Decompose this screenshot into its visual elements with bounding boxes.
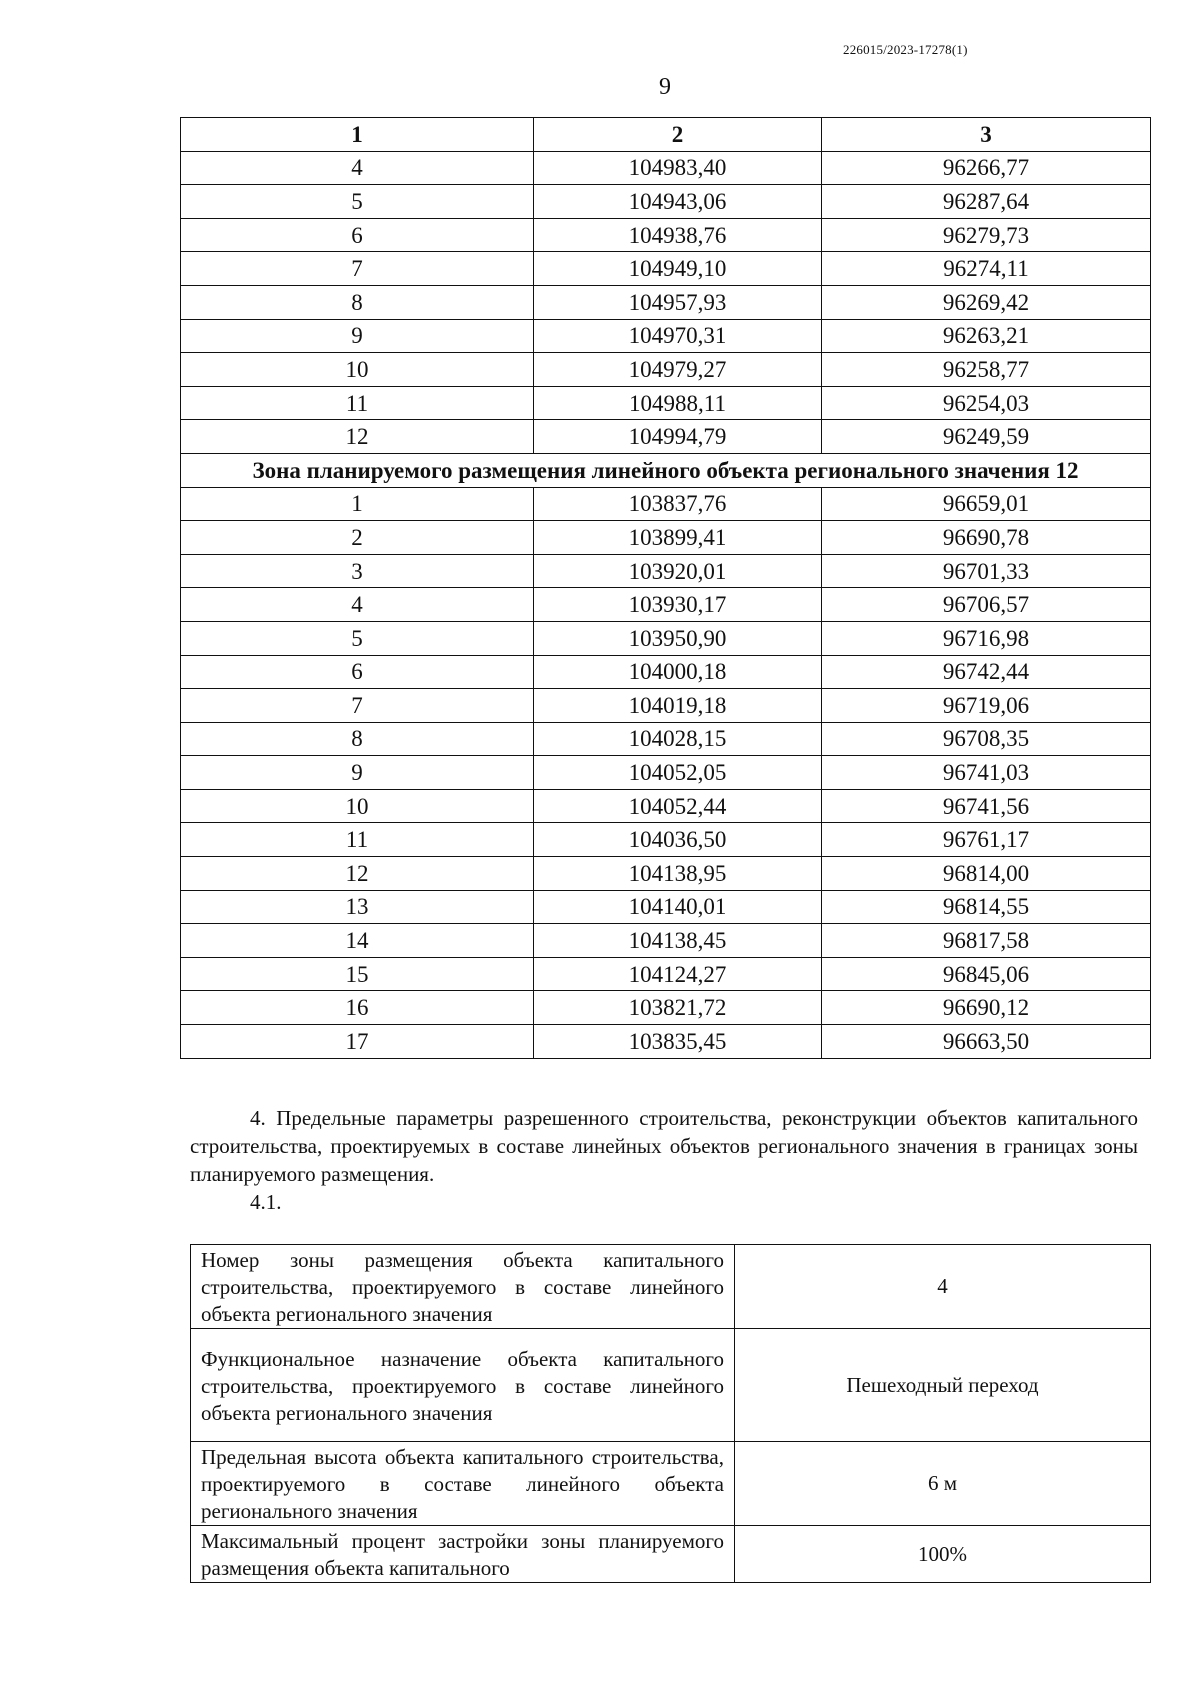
x-coordinate-cell: 104979,27 xyxy=(534,353,822,387)
section-4-1-label: 4.1. xyxy=(250,1190,282,1214)
x-coordinate-cell: 104994,79 xyxy=(534,420,822,454)
point-number-cell: 9 xyxy=(181,319,534,353)
y-coordinate-cell: 96708,35 xyxy=(822,722,1151,756)
x-coordinate-cell: 103950,90 xyxy=(534,621,822,655)
x-coordinate-cell: 104124,27 xyxy=(534,957,822,991)
x-coordinate-cell: 104988,11 xyxy=(534,386,822,420)
table-row xyxy=(181,319,1151,353)
header-cell: 3 xyxy=(822,118,1151,152)
table-row xyxy=(181,655,1151,689)
x-coordinate-cell: 104019,18 xyxy=(534,689,822,723)
y-coordinate-cell: 96814,55 xyxy=(822,890,1151,924)
x-coordinate-cell: 104000,18 xyxy=(534,655,822,689)
parameters-table xyxy=(190,1244,1151,1583)
table-row xyxy=(181,890,1151,924)
y-coordinate-cell: 96249,59 xyxy=(822,420,1151,454)
table-row xyxy=(181,789,1151,823)
x-coordinate-cell: 104052,44 xyxy=(534,789,822,823)
header-cell: 2 xyxy=(534,118,822,152)
y-coordinate-cell: 96706,57 xyxy=(822,588,1151,622)
param-row xyxy=(191,1526,1151,1583)
point-number-cell: 3 xyxy=(181,554,534,588)
y-coordinate-cell: 96266,77 xyxy=(822,151,1151,185)
y-coordinate-cell: 96761,17 xyxy=(822,823,1151,857)
y-coordinate-cell: 96741,56 xyxy=(822,789,1151,823)
param-label: Номер зоны размещения объекта капитального строительства, проектируемого в составе линейного объекта регионального значения xyxy=(191,1245,735,1329)
table-row xyxy=(181,185,1151,219)
param-label: Функциональное назначение объекта капитального строительства, проектируемого в составе линейного объекта регионального значения xyxy=(191,1329,735,1442)
table-row xyxy=(181,218,1151,252)
table-row xyxy=(181,689,1151,723)
point-number-cell: 17 xyxy=(181,1025,534,1059)
y-coordinate-cell: 96663,50 xyxy=(822,1025,1151,1059)
y-coordinate-cell: 96814,00 xyxy=(822,857,1151,891)
x-coordinate-cell: 104938,76 xyxy=(534,218,822,252)
y-coordinate-cell: 96269,42 xyxy=(822,285,1151,319)
y-coordinate-cell: 96701,33 xyxy=(822,554,1151,588)
table-row xyxy=(181,722,1151,756)
point-number-cell: 11 xyxy=(181,386,534,420)
point-number-cell: 4 xyxy=(181,588,534,622)
table-row xyxy=(181,1025,1151,1059)
x-coordinate-cell: 103837,76 xyxy=(534,487,822,521)
param-row xyxy=(191,1442,1151,1526)
y-coordinate-cell: 96690,12 xyxy=(822,991,1151,1025)
point-number-cell: 10 xyxy=(181,789,534,823)
y-coordinate-cell: 96254,03 xyxy=(822,386,1151,420)
param-value: 4 xyxy=(735,1245,1151,1329)
zone-title-row xyxy=(181,453,1151,487)
table-row xyxy=(181,857,1151,891)
point-number-cell: 12 xyxy=(181,420,534,454)
table-row xyxy=(181,521,1151,555)
x-coordinate-cell: 103930,17 xyxy=(534,588,822,622)
x-coordinate-cell: 104028,15 xyxy=(534,722,822,756)
x-coordinate-cell: 104036,50 xyxy=(534,823,822,857)
y-coordinate-cell: 96263,21 xyxy=(822,319,1151,353)
point-number-cell: 1 xyxy=(181,487,534,521)
section-4-paragraph: 4. Предельные параметры разрешенного строительства, реконструкции объектов капитального строительства, проектируемых в составе линейных объектов регионального значения в границах зоны планируемого размещения. xyxy=(190,1106,1138,1186)
point-number-cell: 2 xyxy=(181,521,534,555)
point-number-cell: 16 xyxy=(181,991,534,1025)
param-value: Пешеходный переход xyxy=(735,1329,1151,1442)
y-coordinate-cell: 96258,77 xyxy=(822,353,1151,387)
param-value: 100% xyxy=(735,1526,1151,1583)
x-coordinate-cell: 104970,31 xyxy=(534,319,822,353)
coordinates-rows-top xyxy=(181,151,1151,453)
point-number-cell: 9 xyxy=(181,756,534,790)
x-coordinate-cell: 103899,41 xyxy=(534,521,822,555)
x-coordinate-cell: 104957,93 xyxy=(534,285,822,319)
coordinates-rows-zone xyxy=(181,487,1151,1058)
x-coordinate-cell: 104138,95 xyxy=(534,857,822,891)
coordinates-table xyxy=(180,117,1151,1059)
table-header-row xyxy=(181,118,1151,152)
table-row xyxy=(181,420,1151,454)
page-number: 9 xyxy=(659,74,671,100)
table-row xyxy=(181,285,1151,319)
point-number-cell: 10 xyxy=(181,353,534,387)
point-number-cell: 5 xyxy=(181,621,534,655)
zone-title: Зона планируемого размещения линейного объекта регионального значения 12 xyxy=(181,453,1151,487)
param-value: 6 м xyxy=(735,1442,1151,1526)
x-coordinate-cell: 104140,01 xyxy=(534,890,822,924)
document-id: 226015/2023-17278(1) xyxy=(843,42,968,57)
table-row xyxy=(181,924,1151,958)
x-coordinate-cell: 103920,01 xyxy=(534,554,822,588)
table-row xyxy=(181,151,1151,185)
point-number-cell: 6 xyxy=(181,218,534,252)
x-coordinate-cell: 104949,10 xyxy=(534,252,822,286)
y-coordinate-cell: 96741,03 xyxy=(822,756,1151,790)
table-row xyxy=(181,353,1151,387)
point-number-cell: 8 xyxy=(181,285,534,319)
x-coordinate-cell: 104943,06 xyxy=(534,185,822,219)
x-coordinate-cell: 104052,05 xyxy=(534,756,822,790)
table-row xyxy=(181,554,1151,588)
table-row xyxy=(181,487,1151,521)
table-row xyxy=(181,386,1151,420)
param-row xyxy=(191,1329,1151,1442)
table-row xyxy=(181,621,1151,655)
y-coordinate-cell: 96817,58 xyxy=(822,924,1151,958)
y-coordinate-cell: 96279,73 xyxy=(822,218,1151,252)
x-coordinate-cell: 104983,40 xyxy=(534,151,822,185)
point-number-cell: 8 xyxy=(181,722,534,756)
point-number-cell: 15 xyxy=(181,957,534,991)
point-number-cell: 13 xyxy=(181,890,534,924)
x-coordinate-cell: 104138,45 xyxy=(534,924,822,958)
param-row xyxy=(191,1245,1151,1329)
table-row xyxy=(181,756,1151,790)
y-coordinate-cell: 96742,44 xyxy=(822,655,1151,689)
table-row xyxy=(181,991,1151,1025)
table-row xyxy=(181,252,1151,286)
point-number-cell: 5 xyxy=(181,185,534,219)
y-coordinate-cell: 96716,98 xyxy=(822,621,1151,655)
point-number-cell: 4 xyxy=(181,151,534,185)
table-row xyxy=(181,823,1151,857)
param-label: Максимальный процент застройки зоны планируемого размещения объекта капитального xyxy=(191,1526,735,1583)
y-coordinate-cell: 96659,01 xyxy=(822,487,1151,521)
x-coordinate-cell: 103835,45 xyxy=(534,1025,822,1059)
y-coordinate-cell: 96287,64 xyxy=(822,185,1151,219)
table-row xyxy=(181,957,1151,991)
table-row xyxy=(181,588,1151,622)
point-number-cell: 7 xyxy=(181,689,534,723)
x-coordinate-cell: 103821,72 xyxy=(534,991,822,1025)
y-coordinate-cell: 96274,11 xyxy=(822,252,1151,286)
point-number-cell: 11 xyxy=(181,823,534,857)
param-label: Предельная высота объекта капитального строительства, проектируемого в составе линейного объекта регионального значения xyxy=(191,1442,735,1526)
y-coordinate-cell: 96690,78 xyxy=(822,521,1151,555)
point-number-cell: 7 xyxy=(181,252,534,286)
header-cell: 1 xyxy=(181,118,534,152)
point-number-cell: 14 xyxy=(181,924,534,958)
y-coordinate-cell: 96719,06 xyxy=(822,689,1151,723)
point-number-cell: 6 xyxy=(181,655,534,689)
y-coordinate-cell: 96845,06 xyxy=(822,957,1151,991)
point-number-cell: 12 xyxy=(181,857,534,891)
